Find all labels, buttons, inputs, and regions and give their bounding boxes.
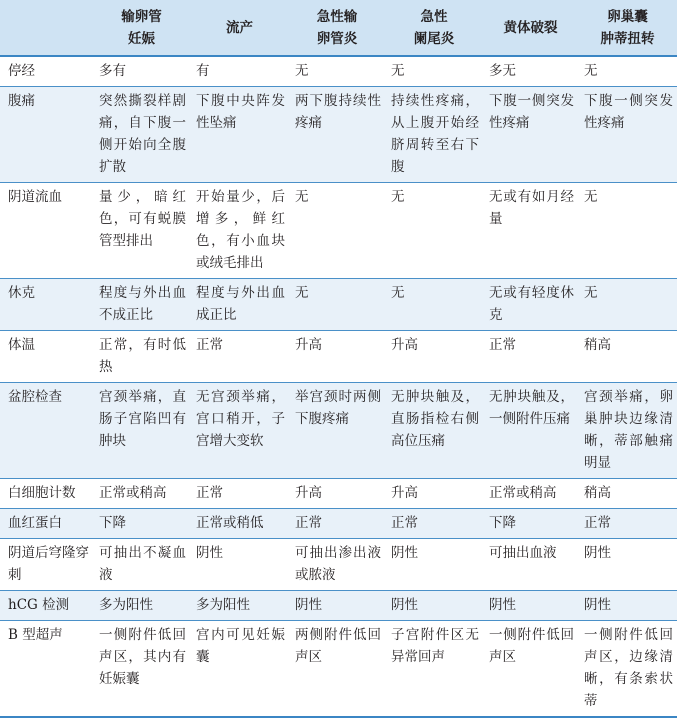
table-cell: 一侧附件低回声区，其内有妊娠囊: [99, 627, 186, 687]
table-cell: 稍高: [584, 485, 611, 501]
table-cell: 无肿块触及，直肠指检右侧高位压痛: [391, 389, 479, 449]
table-cell: 阴性: [196, 545, 223, 561]
table-row: [0, 279, 677, 331]
header-cell: 急性输 卵管炎: [316, 8, 358, 47]
table-row: [0, 331, 677, 383]
table-cell: 宫颈举痛，卵巢肿块边缘清晰，蒂部触痛明显: [584, 389, 673, 471]
table-cell: 无或有轻度休克: [489, 285, 574, 323]
table-cell: 可抽出血液: [489, 545, 557, 561]
row-label: 白细胞计数: [8, 485, 76, 501]
header-cell: 急性 阑尾炎: [413, 8, 455, 47]
header-cell: 输卵管 妊娠: [121, 8, 162, 47]
row-label: B 型超声: [8, 627, 63, 643]
table-cell: 宫内可见妊娠囊: [196, 627, 285, 665]
table-cell: 升高: [391, 337, 418, 353]
table-cell: 一侧附件低回声区: [489, 627, 574, 665]
table-cell: 无: [584, 63, 598, 79]
table-row: [0, 183, 677, 279]
header-cell: [0, 0, 93, 56]
table-cell: 无: [584, 285, 598, 301]
table-cell: 开始量少，后增多，鲜红色，有小血块或绒毛排出: [196, 189, 285, 271]
header-row: [0, 0, 677, 56]
table-cell: 无: [295, 63, 309, 79]
table-cell: 程度与外出血不成正比: [99, 285, 186, 323]
table-row: [0, 591, 677, 621]
table-cell: 无: [584, 189, 598, 205]
table-cell: 正常: [391, 515, 418, 531]
table-cell: 无或有如月经量: [489, 189, 574, 227]
table-cell: 突然撕裂样剧痛，自下腹一侧开始向全腹扩散: [99, 93, 186, 175]
table-row: [0, 539, 677, 591]
table-body: [0, 56, 677, 717]
row-label: 盆腔检查: [8, 389, 62, 405]
table-cell: 无: [295, 189, 309, 205]
table-cell: 下腹一侧突发性疼痛: [584, 93, 673, 131]
table-cell: 下降: [489, 515, 516, 531]
table-cell: 多为阳性: [99, 597, 153, 613]
table-cell: 正常或稍高: [489, 485, 557, 501]
row-label: 阴道流血: [8, 189, 62, 205]
table-cell: 多无: [489, 63, 516, 79]
table-cell: 下腹中央阵发性坠痛: [196, 93, 285, 131]
row-label: 停经: [8, 63, 35, 79]
table-cell: 可抽出不凝血液: [99, 545, 186, 583]
table-cell: 正常: [295, 515, 322, 531]
table-row: [0, 56, 677, 87]
table-cell: 子宫附件区无异常回声: [391, 627, 479, 665]
table-cell: 无宫颈举痛，宫口稍开，子宫增大变软: [196, 389, 285, 449]
table-row: [0, 383, 677, 479]
table-cell: 正常，有时低热: [99, 337, 186, 375]
table-cell: 可抽出渗出液或脓液: [295, 545, 381, 583]
row-label: hCG 检测: [8, 597, 70, 613]
row-label: 阴道后穹隆穿刺: [8, 545, 89, 583]
table-cell: 无: [391, 63, 405, 79]
table-cell: 阴性: [584, 545, 611, 561]
table-row: [0, 621, 677, 718]
table-cell: 正常: [584, 515, 611, 531]
table-cell: 阴性: [584, 597, 611, 613]
table-cell: 阴性: [391, 545, 418, 561]
table-cell: 升高: [295, 337, 322, 353]
header-cell: 流产: [226, 19, 253, 36]
table-cell: 无: [391, 285, 405, 301]
table-cell: 阴性: [489, 597, 516, 613]
table-cell: 无: [391, 189, 405, 205]
table-cell: 阴性: [391, 597, 418, 613]
table-row: [0, 479, 677, 509]
table-cell: 无: [295, 285, 309, 301]
table-cell: 宫颈举痛，直肠子宫陷凹有肿块: [99, 389, 186, 449]
table-cell: 升高: [391, 485, 418, 501]
table-cell: 一侧附件低回声区，边缘清晰，有条索状蒂: [584, 627, 673, 709]
table-cell: 两下腹持续性疼痛: [295, 93, 381, 131]
table-cell: 下腹一侧突发性疼痛: [489, 93, 574, 131]
table-cell: 下降: [99, 515, 126, 531]
table-cell: 无肿块触及，一侧附件压痛: [489, 389, 574, 427]
table-cell: 程度与外出血成正比: [196, 285, 285, 323]
table-cell: 量少，暗红色，可有蜕膜管型排出: [99, 189, 186, 249]
header-cell: 黄体破裂: [503, 19, 558, 36]
header-cell: 卵巢囊 肿蒂扭转: [600, 8, 655, 47]
table-cell: 正常: [489, 337, 516, 353]
row-label: 血红蛋白: [8, 515, 62, 531]
table-cell: 正常: [196, 485, 223, 501]
table-cell: 有: [196, 63, 210, 79]
row-label: 腹痛: [8, 93, 35, 109]
table-cell: 两侧附件低回声区: [295, 627, 381, 665]
table-row: [0, 87, 677, 183]
table-cell: 多为阳性: [196, 597, 250, 613]
table-cell: 举宫颈时两侧下腹疼痛: [295, 389, 381, 427]
table-cell: 升高: [295, 485, 322, 501]
table-cell: 正常或稍高: [99, 485, 167, 501]
table-cell: 正常: [196, 337, 223, 353]
row-label: 体温: [8, 337, 35, 353]
row-label: 休克: [8, 285, 35, 301]
table-cell: 阴性: [295, 597, 322, 613]
table-cell: 正常或稍低: [196, 515, 264, 531]
table-cell: 稍高: [584, 337, 611, 353]
table-cell: 持续性疼痛，从上腹开始经脐周转至右下腹: [391, 93, 479, 175]
table-cell: 多有: [99, 63, 126, 79]
table-row: [0, 509, 677, 539]
